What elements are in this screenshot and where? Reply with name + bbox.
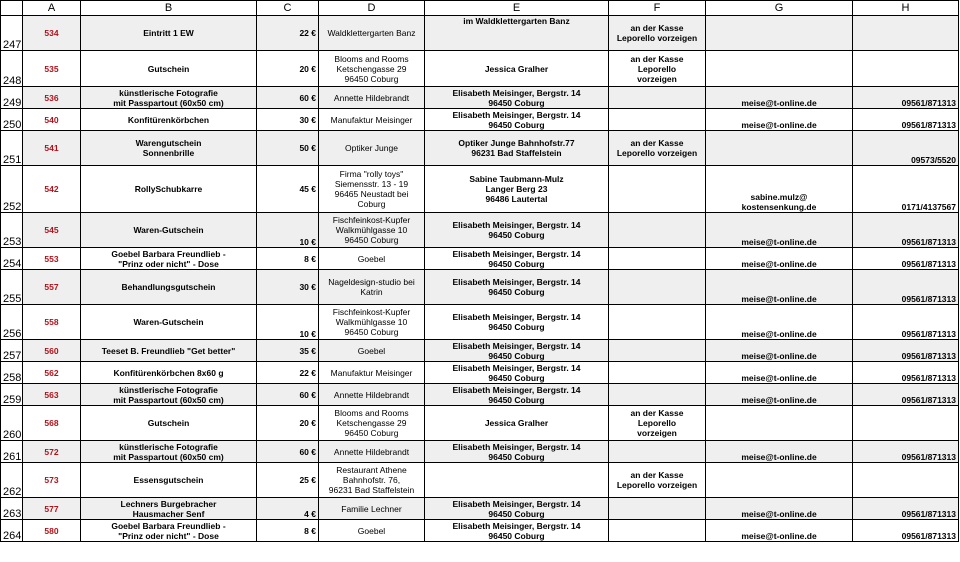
- cell-note[interactable]: [609, 441, 706, 463]
- cell-id[interactable]: 573: [23, 463, 81, 498]
- cell-note[interactable]: [609, 305, 706, 340]
- cell-value[interactable]: 25 €: [257, 463, 319, 498]
- cell-phone[interactable]: 0171/4137567: [853, 166, 959, 213]
- cell-phone[interactable]: 09561/871313: [853, 498, 959, 520]
- cell-id[interactable]: 577: [23, 498, 81, 520]
- cell-item[interactable]: Warengutschein Sonnenbrille: [81, 131, 257, 166]
- cell-item[interactable]: Eintritt 1 EW: [81, 16, 257, 51]
- cell-item[interactable]: Behandlungsgutschein: [81, 270, 257, 305]
- cell-email[interactable]: [706, 16, 853, 51]
- cell-sponsor[interactable]: Annette Hildebrandt: [319, 441, 425, 463]
- cell-value[interactable]: 8 €: [257, 520, 319, 542]
- cell-value[interactable]: 50 €: [257, 131, 319, 166]
- cell-value[interactable]: 60 €: [257, 384, 319, 406]
- cell-note[interactable]: an der Kasse Leporello vorzeigen: [609, 406, 706, 441]
- row-number[interactable]: 264: [1, 520, 23, 542]
- cell-email[interactable]: meise@t-online.de: [706, 87, 853, 109]
- cell-id[interactable]: 534: [23, 16, 81, 51]
- table-row: [1, 213, 959, 248]
- table-row: [1, 520, 959, 542]
- cell-sponsor[interactable]: Familie Lechner: [319, 498, 425, 520]
- cell-id[interactable]: 542: [23, 166, 81, 213]
- cell-value[interactable]: 30 €: [257, 270, 319, 305]
- cell-value[interactable]: 10 €: [257, 213, 319, 248]
- cell-id[interactable]: 536: [23, 87, 81, 109]
- cell-email[interactable]: meise@t-online.de: [706, 270, 853, 305]
- cell-note[interactable]: [609, 340, 706, 362]
- cell-id[interactable]: 563: [23, 384, 81, 406]
- cell-phone[interactable]: 09561/871313: [853, 87, 959, 109]
- cell-note[interactable]: an der Kasse Leporello vorzeigen: [609, 16, 706, 51]
- cell-email[interactable]: meise@t-online.de: [706, 520, 853, 542]
- cell-sponsor[interactable]: Blooms and Rooms Ketschengasse 29 96450 Coburg: [319, 406, 425, 441]
- column-header[interactable]: E: [425, 1, 609, 16]
- cell-id[interactable]: 562: [23, 362, 81, 384]
- column-header[interactable]: B: [81, 1, 257, 16]
- row-number[interactable]: 259: [1, 384, 23, 406]
- cell-email[interactable]: sabine.mulz@ kostensenkung.de: [706, 166, 853, 213]
- cell-sponsor[interactable]: Annette Hildebrandt: [319, 87, 425, 109]
- cell-phone[interactable]: 09561/871313: [853, 270, 959, 305]
- cell-phone[interactable]: 09561/871313: [853, 305, 959, 340]
- cell-note[interactable]: [609, 498, 706, 520]
- cell-sponsor[interactable]: Blooms and Rooms Ketschengasse 29 96450 Coburg: [319, 51, 425, 87]
- row-number[interactable]: 262: [1, 463, 23, 498]
- cell-contact[interactable]: Elisabeth Meisinger, Bergstr. 14 96450 Coburg: [425, 270, 609, 305]
- cell-id[interactable]: 580: [23, 520, 81, 542]
- cell-contact[interactable]: Elisabeth Meisinger, Bergstr. 14 96450 Coburg: [425, 340, 609, 362]
- cell-email[interactable]: meise@t-online.de: [706, 384, 853, 406]
- cell-contact[interactable]: Jessica Gralher: [425, 406, 609, 441]
- cell-phone[interactable]: 09561/871313: [853, 213, 959, 248]
- cell-email[interactable]: [706, 463, 853, 498]
- cell-value[interactable]: 22 €: [257, 362, 319, 384]
- cell-phone[interactable]: 09561/871313: [853, 109, 959, 131]
- row-number[interactable]: 251: [1, 131, 23, 166]
- column-header[interactable]: D: [319, 1, 425, 16]
- cell-phone[interactable]: 09573/5520: [853, 131, 959, 166]
- column-header[interactable]: G: [706, 1, 853, 16]
- cell-sponsor[interactable]: Fischfeinkost-Kupfer Walkmühlgasse 10 96450 Coburg: [319, 305, 425, 340]
- cell-value[interactable]: 20 €: [257, 406, 319, 441]
- cell-item[interactable]: Teeset B. Freundlieb "Get better": [81, 340, 257, 362]
- cell-sponsor[interactable]: Fischfeinkost-Kupfer Walkmühlgasse 10 96450 Coburg: [319, 213, 425, 248]
- cell-email[interactable]: meise@t-online.de: [706, 305, 853, 340]
- cell-phone[interactable]: 09561/871313: [853, 248, 959, 270]
- cell-sponsor[interactable]: Manufaktur Meisinger: [319, 362, 425, 384]
- table-row: [1, 166, 959, 213]
- cell-contact[interactable]: Jessica Gralher: [425, 51, 609, 87]
- cell-value[interactable]: 35 €: [257, 340, 319, 362]
- cell-item[interactable]: Waren-Gutschein: [81, 213, 257, 248]
- cell-id[interactable]: 560: [23, 340, 81, 362]
- cell-phone[interactable]: [853, 16, 959, 51]
- row-number[interactable]: 249: [1, 87, 23, 109]
- cell-id[interactable]: 568: [23, 406, 81, 441]
- row-number[interactable]: 247: [1, 16, 23, 51]
- cell-sponsor[interactable]: Nageldesign-studio bei Katrin: [319, 270, 425, 305]
- cell-item[interactable]: Waren-Gutschein: [81, 305, 257, 340]
- cell-contact[interactable]: Elisabeth Meisinger, Bergstr. 14 96450 Coburg: [425, 520, 609, 542]
- cell-note[interactable]: [609, 270, 706, 305]
- cell-email[interactable]: meise@t-online.de: [706, 441, 853, 463]
- cell-sponsor[interactable]: Firma "rolly toys" Siemensstr. 13 - 19 96465 Neustadt bei Coburg: [319, 166, 425, 213]
- row-number[interactable]: 248: [1, 51, 23, 87]
- cell-phone[interactable]: 09561/871313: [853, 384, 959, 406]
- cell-item[interactable]: Lechners Burgebracher Hausmacher Senf: [81, 498, 257, 520]
- column-header[interactable]: C: [257, 1, 319, 16]
- cell-contact[interactable]: Elisabeth Meisinger, Bergstr. 14 96450 Coburg: [425, 441, 609, 463]
- cell-contact[interactable]: Sabine Taubmann-Mulz Langer Berg 23 96486 Lautertal: [425, 166, 609, 213]
- row-number[interactable]: 260: [1, 406, 23, 441]
- cell-value[interactable]: 22 €: [257, 16, 319, 51]
- cell-item[interactable]: künstlerische Fotografie mit Passpartout (60x50 cm): [81, 384, 257, 406]
- cell-value[interactable]: 60 €: [257, 87, 319, 109]
- cell-contact[interactable]: Elisabeth Meisinger, Bergstr. 14 96450 Coburg: [425, 384, 609, 406]
- cell-note[interactable]: an der Kasse Leporello vorzeigen: [609, 51, 706, 87]
- row-number[interactable]: 257: [1, 340, 23, 362]
- row-number[interactable]: 250: [1, 109, 23, 131]
- cell-sponsor[interactable]: Goebel: [319, 520, 425, 542]
- cell-value[interactable]: 8 €: [257, 248, 319, 270]
- table-row: [1, 305, 959, 340]
- cell-email[interactable]: [706, 51, 853, 87]
- cell-contact[interactable]: Elisabeth Meisinger, Bergstr. 14 96450 Coburg: [425, 109, 609, 131]
- row-number[interactable]: 256: [1, 305, 23, 340]
- column-header[interactable]: A: [23, 1, 81, 16]
- cell-item[interactable]: Goebel Barbara Freundlieb - "Prinz oder nicht" - Dose: [81, 520, 257, 542]
- table-row: [1, 131, 959, 166]
- cell-id[interactable]: 553: [23, 248, 81, 270]
- cell-note[interactable]: [609, 362, 706, 384]
- cell-note[interactable]: [609, 248, 706, 270]
- cell-id[interactable]: 541: [23, 131, 81, 166]
- cell-value[interactable]: 60 €: [257, 441, 319, 463]
- table-row: [1, 498, 959, 520]
- row-number[interactable]: 253: [1, 213, 23, 248]
- cell-sponsor[interactable]: Manufaktur Meisinger: [319, 109, 425, 131]
- cell-contact[interactable]: Elisabeth Meisinger, Bergstr. 14 96450 Coburg: [425, 362, 609, 384]
- cell-contact[interactable]: Elisabeth Meisinger, Bergstr. 14 96450 Coburg: [425, 498, 609, 520]
- cell-note[interactable]: [609, 213, 706, 248]
- cell-item[interactable]: Konfitürenkörbchen: [81, 109, 257, 131]
- cell-value[interactable]: 20 €: [257, 51, 319, 87]
- cell-phone[interactable]: [853, 406, 959, 441]
- table-row: [1, 270, 959, 305]
- cell-sponsor[interactable]: Goebel: [319, 248, 425, 270]
- cell-email[interactable]: meise@t-online.de: [706, 248, 853, 270]
- table-row: [1, 441, 959, 463]
- cell-email[interactable]: meise@t-online.de: [706, 498, 853, 520]
- cell-phone[interactable]: 09561/871313: [853, 340, 959, 362]
- cell-item[interactable]: Konfitürenkörbchen 8x60 g: [81, 362, 257, 384]
- cell-id[interactable]: 540: [23, 109, 81, 131]
- cell-item[interactable]: künstlerische Fotografie mit Passpartout (60x50 cm): [81, 87, 257, 109]
- row-number[interactable]: 252: [1, 166, 23, 213]
- cell-email[interactable]: meise@t-online.de: [706, 362, 853, 384]
- cell-note[interactable]: [609, 384, 706, 406]
- cell-phone[interactable]: 09561/871313: [853, 520, 959, 542]
- cell-email[interactable]: meise@t-online.de: [706, 213, 853, 248]
- cell-sponsor[interactable]: Annette Hildebrandt: [319, 384, 425, 406]
- column-header[interactable]: F: [609, 1, 706, 16]
- table-row: [1, 109, 959, 131]
- cell-note[interactable]: an der Kasse Leporello vorzeigen: [609, 131, 706, 166]
- cell-value[interactable]: 4 €: [257, 498, 319, 520]
- cell-item[interactable]: Goebel Barbara Freundlieb - "Prinz oder nicht" - Dose: [81, 248, 257, 270]
- cell-contact[interactable]: Elisabeth Meisinger, Bergstr. 14 96450 Coburg: [425, 87, 609, 109]
- cell-contact[interactable]: [425, 463, 609, 498]
- cell-contact[interactable]: Elisabeth Meisinger, Bergstr. 14 96450 Coburg: [425, 248, 609, 270]
- cell-phone[interactable]: 09561/871313: [853, 362, 959, 384]
- table-row: [1, 384, 959, 406]
- table-row: [1, 87, 959, 109]
- cell-id[interactable]: 545: [23, 213, 81, 248]
- cell-note[interactable]: an der Kasse Leporello vorzeigen: [609, 463, 706, 498]
- cell-value[interactable]: 10 €: [257, 305, 319, 340]
- table-row: [1, 16, 959, 51]
- cell-sponsor[interactable]: Restaurant Athene Bahnhofstr. 76, 96231 Bad Staffelstein: [319, 463, 425, 498]
- cell-value[interactable]: 45 €: [257, 166, 319, 213]
- cell-id[interactable]: 558: [23, 305, 81, 340]
- table-row: [1, 362, 959, 384]
- cell-email[interactable]: meise@t-online.de: [706, 109, 853, 131]
- cell-phone[interactable]: 09561/871313: [853, 441, 959, 463]
- cell-phone[interactable]: [853, 463, 959, 498]
- table-row: [1, 406, 959, 441]
- row-number[interactable]: 258: [1, 362, 23, 384]
- column-header-row: [1, 1, 959, 16]
- cell-id[interactable]: 557: [23, 270, 81, 305]
- cell-sponsor[interactable]: Goebel: [319, 340, 425, 362]
- cell-sponsor[interactable]: Optiker Junge: [319, 131, 425, 166]
- row-number[interactable]: 263: [1, 498, 23, 520]
- cell-note[interactable]: [609, 166, 706, 213]
- cell-email[interactable]: [706, 131, 853, 166]
- cell-contact[interactable]: Elisabeth Meisinger, Bergstr. 14 96450 Coburg: [425, 213, 609, 248]
- row-number[interactable]: 255: [1, 270, 23, 305]
- cell-value[interactable]: 30 €: [257, 109, 319, 131]
- row-number[interactable]: 261: [1, 441, 23, 463]
- cell-note[interactable]: [609, 109, 706, 131]
- corner-cell[interactable]: [1, 1, 23, 16]
- cell-item[interactable]: künstlerische Fotografie mit Passpartout (60x50 cm): [81, 441, 257, 463]
- table-row: [1, 51, 959, 87]
- cell-id[interactable]: 572: [23, 441, 81, 463]
- cell-contact[interactable]: Elisabeth Meisinger, Bergstr. 14 96450 Coburg: [425, 305, 609, 340]
- cell-email[interactable]: meise@t-online.de: [706, 340, 853, 362]
- cell-item[interactable]: Gutschein: [81, 51, 257, 87]
- cell-phone[interactable]: [853, 51, 959, 87]
- cell-item[interactable]: RollySchubkarre: [81, 166, 257, 213]
- table-row: [1, 463, 959, 498]
- cell-item[interactable]: Essensgutschein: [81, 463, 257, 498]
- cell-contact[interactable]: Optiker Junge Bahnhofstr.77 96231 Bad Staffelstein: [425, 131, 609, 166]
- cell-contact[interactable]: im Waldklettergarten Banz: [425, 16, 609, 51]
- table-row: [1, 248, 959, 270]
- table-row: [1, 340, 959, 362]
- cell-note[interactable]: [609, 87, 706, 109]
- cell-sponsor[interactable]: Waldklettergarten Banz: [319, 16, 425, 51]
- row-number[interactable]: 254: [1, 248, 23, 270]
- cell-id[interactable]: 535: [23, 51, 81, 87]
- cell-item[interactable]: Gutschein: [81, 406, 257, 441]
- cell-note[interactable]: [609, 520, 706, 542]
- cell-email[interactable]: [706, 406, 853, 441]
- column-header[interactable]: H: [853, 1, 959, 16]
